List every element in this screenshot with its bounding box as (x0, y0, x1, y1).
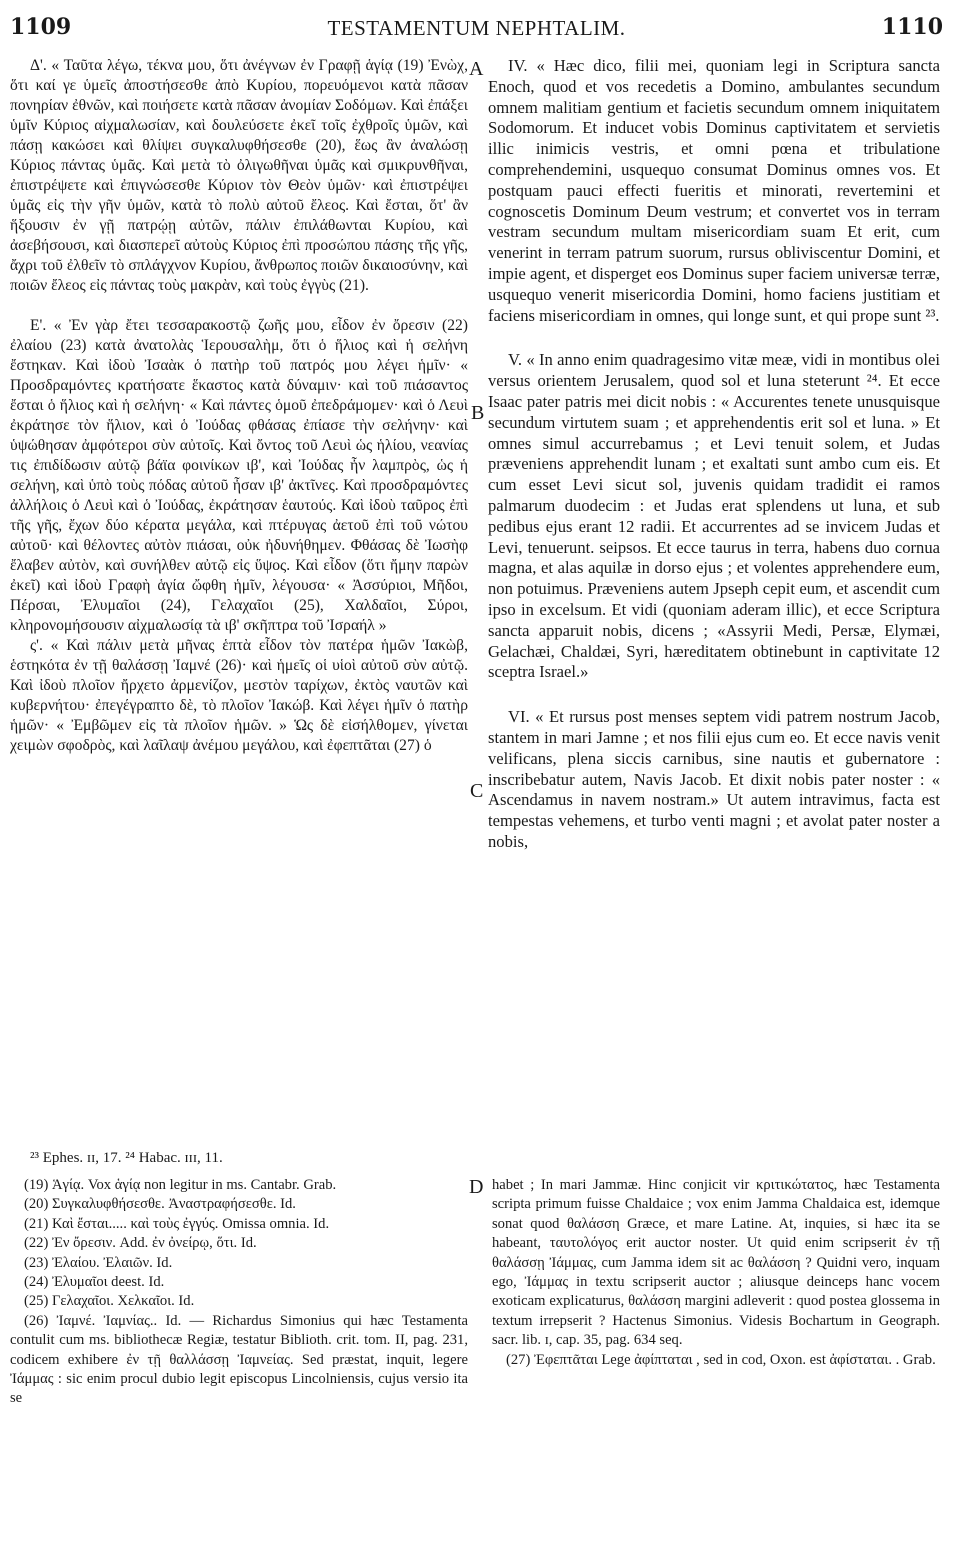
footnote: (25) Γελαχαῖοι. Χελκαῖοι. Id. (24, 1293, 195, 1310)
latin-section-6: VI. « Et rursus post menses septem vidi patrem nostrum Jacob, stantem in mari Jamne ; et nos filii ejus cum eo. Et ecce navis venit velificans, plena siccis carnibus, sine nautis et gubernatore : inscribebatur autem, Navis Jacob. Et dixit nobis pater noster : « Ascendamus in navem nostram.» Ut autem intravimus, facta est tempestas vehemens, et turbo venti magni ; et avolat pater noster a nobis, (488, 707, 940, 851)
page-header (10, 14, 943, 50)
running-title: TESTAMENTUM NEPHTALIM. (327, 16, 626, 40)
footnote: (21) Καὶ ἔσται..... καὶ τοὺς ἐγγύς. Omissa omnia. Id. (24, 1215, 330, 1232)
page-number-left: 1109 (10, 14, 72, 40)
greek-column (10, 56, 468, 756)
footnote: (27) Ἐφεπτᾶται Lege ἀφίπταται , sed in cod, Oxon. est ἀφίσταται. . Grab. (506, 1351, 936, 1368)
greek-section-5: Ε'. « Ἐν γὰρ ἔτει τεσσαρακοστῷ ζωῆς μου, εἶδον ἐν ὄρεσιν (22) ἐλαίου (23) κατὰ ἀνατολὰς Ἱερουσαλὴμ, ὅτι ὁ ἥλιος καὶ ἡ σελήνη ἔστηκαν. Καὶ ἰδοὺ Ἰσαὰκ ὁ πατὴρ τοῦ πατρός μου λέγει ἡμῖν· « Προσδραμόντες κρατήσατε ἕκαστος κατὰ δύναμιν· καὶ τοῦ πιάσαντος ἔσται ὁ ἥλιος καὶ ἡ σελήνη· « Καὶ πάντες ὁμοῦ ἐπεδράμομεν· καὶ ὁ Λευὶ ἐκράτησε τὸν ἥλιον, καὶ ὁ Ἰούδας φθάσας ἐπίασε τὴν σελήνην· καὶ ὑψώθησαν ἀμφότεροι σὺν αὐτοῖς. Καὶ ὄντος τοῦ Λευὶ ὡς ἡλίου, νεανίας τις ἐπιδίδωσιν αὐτῷ βάϊα φοινίκων ιβ', καὶ Ἰούδας ἦν λαμπρὸς, ὡς ἡ σελήνη, καὶ ὑπὸ τοὺς πόδας αὐτοῦ ἦσαν ιβ' ἀκτῖνες. Καὶ προσδραμόντες ἀλλήλοις ὁ Λευὶ καὶ ὁ Ἰούδας, ἐκράτησαν ἑαυτούς. Καὶ ἰδοὺ ταῦρος ἐπὶ τῆς γῆς, ἔχων δύο κέρατα μεγάλα, καὶ πτέρυγας ἀετοῦ ἐπὶ τοῦ νώτου αὐτοῦ· καὶ θέλοντες αὐτὸν πιάσαι, οὐκ ἠδυνήθημεν. Φθάσας δὲ Ἰωσὴφ ἔλαβεν αὐτὸν, καὶ συνήλθεν αὐτῷ εἰς ὕψος. Καὶ εἶδον (ὅτι ἤμην παρὼν ἐκεῖ) καὶ ἰδοὺ Γραφὴ ἁγία ὤφθη ἡμῖν, λέγουσα· « Ἀσσύριοι, Μῆδοι, Πέρσαι, Ἐλυμαῖοι (24), Γελαχαῖοι (25), Χαλδαῖοι, Σύροι, κληρονομήσουσιν αἰχμαλωσίᾳ τὰ ιβ' σκῆπτρα τοῦ Ἰσραήλ » (10, 317, 468, 634)
footnote: (24) Ἐλυμαῖοι deest. Id. (24, 1274, 165, 1291)
margin-mark-b: B (471, 402, 485, 424)
margin-mark-d: D (469, 1176, 484, 1198)
scripture-references: ²³ Ephes. ɪɪ, 17. ²⁴ Habac. ɪɪɪ, 11. (30, 1150, 223, 1166)
greek-section-6: ς'. « Καὶ πάλιν μετὰ μῆνας ἑπτὰ εἶδον τὸν πατέρα ἡμῶν Ἰακὼβ, ἑστηκότα ἐν τῇ θαλάσσῃ Ἰαμνέ (26)· καὶ ἡμεῖς οἱ υἱοὶ αὐτοῦ σὺν αὐτῷ. Καὶ ἰδοὺ πλοῖον ἤρχετο ἀρμενίζον, μεστὸν ταρίχων, ἐκτὸς ναυτῶν καὶ κυβερνήτου· ἐπεγέγραπτο δὲ, τὸ πλοῖον Ἰακώβ. Καὶ λέγει ἡμῖν ὁ πατὴρ ἡμῶν· « Ἐμβῶμεν εἰς τὰ πλοῖον ἡμῶν. » Ὡς δὲ εἰσήλθομεν, γίνεται χειμὼν σφοδρὸς, καὶ λαῖλαψ ἀνέμου μεγάλου, καὶ ἐφεπτᾶται (27) ὁ (10, 637, 468, 754)
greek-section-4: Δ'. « Ταῦτα λέγω, τέκνα μου, ὅτι ἀνέγνων ἐν Γραφῇ ἁγίᾳ (19) Ἐνὼχ, ὅτι καί γε ὑμεῖς ἀποστήσεσθε ἀπὸ Κυρίου, πορευόμενοι κατὰ πᾶσαν πονηρίαν ἐθνῶν, καὶ ποιήσετε κατὰ πᾶσαν ἀνομίαν Σοδόμων. Καὶ ἐπάξει ὑμῖν Κύριος αἰχμαλωσίαν, καὶ δουλεύσετε ἐκεῖ τοῖς ἐχθροῖς ὑμῶν, καὶ πάσῃ κακώσει καὶ θλίψει συγκαλυφθήσεσθε (20), ἕως ἂν ἀναλώσῃ Κύριος πάντας ὑμᾶς. Καὶ μετὰ τὸ ὀλιγωθῆναι ὑμᾶς καὶ σμικρυνθῆναι, ἐπιστρέψετε καὶ ἐπιγνώσεσθε Κύριον τὸν Θεὸν ὑμῶν· καὶ ἐπιστρέψει ὑμᾶς εἰς τὴν γῆν ὑμῶν, κατὰ τὸ πολὺ αὐτοῦ ἔλεος. Καὶ ἔσται, ὅτ' ἂν ἥξουσιν ἐν γῇ πατρῴῃ αὐτῶν, πάλιν ἐπιλάθωνται Κυρίου, καὶ ἀσεβήσουσι, καὶ διασπερεῖ αὐτοὺς Κύριος ἐπὶ προσώπου πάσης τῆς γῆς, ἄχρι τοῦ ἐλθεῖν τὸ σπλάγχνον Κυρίου, ἄνθρωπος ποιῶν δικαιοσύνην, καὶ ποιῶν ἔλεος εἰς πάντας τοὺς μακρὰν, καὶ τοὺς ἐγγὺς (21). (10, 57, 468, 294)
footnote: (19) Ἁγίᾳ. Vox ἁγίᾳ non legitur in ms. Cantabr. Grab. (24, 1177, 337, 1193)
page-number-right: 1110 (881, 14, 943, 40)
margin-mark-c: C (470, 780, 484, 802)
footnotes-left (10, 1176, 468, 1409)
latin-section-5: V. « In anno enim quadragesimo vitæ meæ, vidi in montibus olei versus orientem Jerusalem, quod sol et luna steterunt ²⁴. Et ecce Isaac pater patris mei dicit nobis : « Accurentes tenete unusquisque secundum virtutem suam ; et apprehendentis erit sol et luna. » Et omnes simul accurrebamus ; et Levi tenuit solem, et Judas præveniens apprehendit lunam ; et exaltati sunt ambo cum eis. Et cum esset Levi sicut sol, juvenis quidam tradidit ei ramos palmarum duodecim : et Judas erat splendens ut luna, et sub pedibus ejus erant 12 radii. Et accurrentes ad se invicem Judas et Levi, tenuerunt. seipsos. Et ecce taurus in terra, habens duo cornua magna, et alas aquilæ in dorso ejus ; et volentes apprehendere eum, non potuimus. Præveniens autem Jpseph cepit eum, et ascendit cum ipso in excelsum. Et vidi (quoniam aderam illic), et ecce Scriptura sancta apparuit nobis, dicens ; «Assyrii Medi, Persæ, Elymæi, Gelachæi, Chaldæi, Syri, hæreditatem obtinebunt in captivitate 12 sceptra Israel.» (488, 350, 940, 682)
footnote: (22) Ἐν ὄρεσιν. Add. ἐν ὀνείρῳ, ὅτι. Id. (24, 1235, 257, 1252)
footnote: (26) Ἰαμνέ. Ἰαμνίας.. Id. — Richardus Simonius qui hæc Testamenta contulit cum ms. bibliothecæ Regiæ, testatur Biblioth. crit. tom. II, pag. 231, codicem exhibere ἐν τῇ θαλλάσσῃ Ἰαμνείας. Sed præstat, inquit, legere Ἰάμμας : sic enim procul dubio legit episcopus Lincolniensis, cujus versio ita se (10, 1312, 468, 1407)
footnote: (23) Ἐλαίου. Ἐλαιῶν. Id. (24, 1254, 173, 1271)
latin-section-4: IV. « Hæc dico, filii mei, quoniam legi in Scriptura sancta Enoch, quod et vos recedetis a Domino, ambulantes secundum omnem malitiam gentium et facietis secundum omnem iniquitatem Sodomorum. Et inducet vobis Dominus captivitatem et servietis illic inimicis vestris, et omni pœna et tribulatione comprehendemini, usquequo consumat Dominus omnes vos. Et postquam pauci effecti fueritis et minorati, revertemini et cognoscetis Dominum Deum vestrum; et convertet vos in terram vestram secundum multam misericordiam suam Et erit, cum venerint in terram patrum suorum, rursus obliviscentur Domini, et impie agent, et disperget eos Dominus super faciem universæ terræ, usquequo venerit misericordia Domini, homo faciens justitiam et faciens misericordiam in omnes, qui longe sunt, et qui prope sunt ²³. (488, 56, 940, 325)
footnote: habet ; In mari Jammæ. Hinc conjicit vir κριτικώτατος, hæc Testamenta scripta primum fuisse Chaldaice ; vox enim Jamma Chaldaica est, idemque sonat quod θαλάσση Græce, et mare Latine. At, inquies, si hæc ita se habeant, ταυτολόγος erit auctor noster. Ut quid enim scripserit ἐν τῇ θαλάσσῃ Ἰάμμας, cum Jamma idem sit ac θαλάσση ? Quidni vero, inquam ego, Ἰάμμας in textu scripserit auctor ; aliusque deinceps hanc vocem exoticam explicaturus, θαλάσση margini adleverit : quod postea glossema in textum irrepserit ? Hactenus Simonius. Videsis Bochartum in Geograph. sacr. lib. ɪ, cap. 35, pag. 634 seq. (492, 1177, 940, 1349)
margin-mark-a: A (469, 58, 484, 80)
footnote: (20) Συγκαλυφθήσεσθε. Ἀναστραφήσεσθε. Id. (24, 1196, 296, 1213)
footnotes-right (492, 1176, 940, 1370)
latin-column (488, 56, 940, 853)
